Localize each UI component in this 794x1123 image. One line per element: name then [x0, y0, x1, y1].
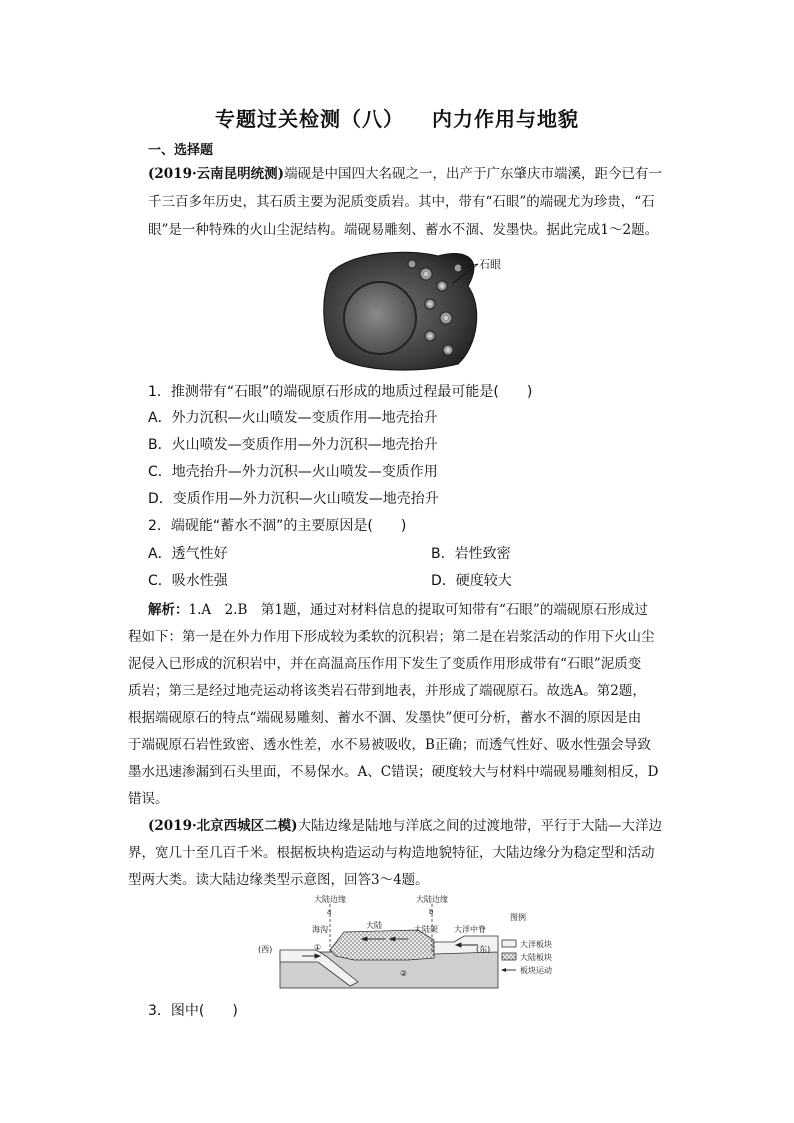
- inkstone-figure: [318, 246, 518, 376]
- figure-legend: [501, 912, 552, 975]
- q1-option-d: D．变质作用—外力沉积—火山喷发—地壳抬升: [148, 491, 439, 507]
- passage2-source: (2019·北京西城区二模): [148, 818, 298, 834]
- legend-title: 图例: [510, 913, 526, 922]
- ridge-label: 大洋中脊: [454, 925, 486, 934]
- page-title: [0, 103, 794, 132]
- legend-continent: 大陆板块: [520, 953, 552, 962]
- continent-label: 大陆: [366, 921, 382, 930]
- analysis-line2: 程如下：第一是在外力作用下形成较为柔软的沉积岩；第二是在岩浆活动的作用下火山尘: [128, 629, 655, 645]
- analysis-line5: 根据端砚原石的特点“端砚易雕刻、蓄水不涸、发墨快”便可分析，蓄水不涸的原因是由: [128, 710, 642, 726]
- west-label: (西): [258, 945, 273, 954]
- q1-stem: 1．推测带有“石眼”的端砚原石形成的地质过程最可能是( ): [148, 384, 533, 400]
- analysis-line6: 于端砚原石岩性致密、透水性差，水不易被吸收，B正确；而透气性好、吸水性强会导致: [128, 737, 651, 753]
- continental-plate: [330, 930, 434, 960]
- q2-option-c: C．吸水性强: [148, 573, 228, 589]
- passage2-text1: 大陆边缘是陆地与洋底之间的过渡地带，平行于大陆—大洋边: [297, 818, 663, 834]
- analysis-line1: [148, 598, 648, 618]
- q1-option-c: C．地壳抬升—外力沉积—火山喷发—变质作用: [148, 464, 438, 480]
- passage2-line2: 界，宽几十至几百千米。根据板块构造运动与构造地貌特征，大陆边缘分为稳定型和活动: [128, 845, 655, 861]
- analysis-line3: 泥侵入已形成的沉积岩中，并在高温高压作用下发生了变质作用形成带有“石眼”泥质变: [128, 656, 642, 672]
- q1-option-a: A．外力沉积—火山喷发—变质作用—地壳抬升: [148, 410, 438, 426]
- q1-option-b: B．火山喷发—变质作用—外力沉积—地壳抬升: [148, 437, 438, 453]
- title-main: 专题过关检测（八）: [215, 107, 404, 131]
- analysis-line7: 墨水迅速渗漏到石头里面，不易保水。A、C错误；硬度较大与材料中端砚易雕刻相反，D: [128, 764, 659, 780]
- passage1-line2: 千三百多年历史，其石质主要为泥质变质岩。其中，带有“石眼”的端砚尤为珍贵，“石: [148, 194, 655, 210]
- analysis-text1: 1.A 2.B 第1题，通过对材料信息的提取可知带有“石眼”的端砚原石形成过: [188, 602, 648, 618]
- analysis-line4: 质岩；第三是经过地壳运动将该类岩石带到地表，并形成了端砚原石。故选A。第2题，: [128, 683, 646, 699]
- margin-label-b: 大陆边缘: [416, 895, 448, 904]
- legend-ocean: 大洋板块: [520, 940, 552, 949]
- east-label: (东): [476, 945, 491, 954]
- marker-1: ①: [314, 943, 322, 952]
- continental-margin-figure: [258, 892, 568, 990]
- passage1-text1: 端砚是中国四大名砚之一，出产于广东肇庆市端溪，距今已有一: [284, 166, 663, 182]
- passage2-line1: [148, 814, 662, 834]
- passage1-line3: 眼”是一种特殊的火山尘泥结构。端砚易雕刻、蓄水不涸、发墨快。据此完成1～2题。: [148, 222, 659, 238]
- point-a: a: [327, 908, 332, 916]
- stone-eye-label: 石眼: [479, 258, 501, 271]
- section-heading: 一、选择题: [148, 143, 214, 158]
- legend-motion: 板块运动: [520, 966, 552, 975]
- analysis-line8: 错误。: [128, 791, 169, 807]
- q3-stem: 3．图中( ): [148, 1003, 238, 1019]
- q2-option-d: D．硬度较大: [431, 573, 512, 589]
- margin-label-a: 大陆边缘: [314, 895, 346, 904]
- shelf-label: 大陆架: [414, 925, 438, 934]
- passage1-line1: [148, 162, 662, 182]
- title-sub: 内力作用与地貌: [432, 107, 579, 131]
- marker-2: ②: [400, 969, 408, 978]
- passage1-source: (2019·云南昆明统测): [148, 166, 285, 182]
- trench-label: 海沟: [312, 925, 328, 934]
- q2-option-a: A．透气性好: [148, 546, 228, 562]
- q2-option-b: B．岩性致密: [431, 546, 511, 562]
- q2-stem: 2．端砚能“蓄水不涸”的主要原因是( ): [148, 518, 407, 534]
- passage2-line3: 型两大类。读大陆边缘类型示意图，回答3～4题。: [128, 872, 429, 888]
- point-b: b: [429, 908, 434, 916]
- analysis-label: 解析：: [148, 602, 189, 618]
